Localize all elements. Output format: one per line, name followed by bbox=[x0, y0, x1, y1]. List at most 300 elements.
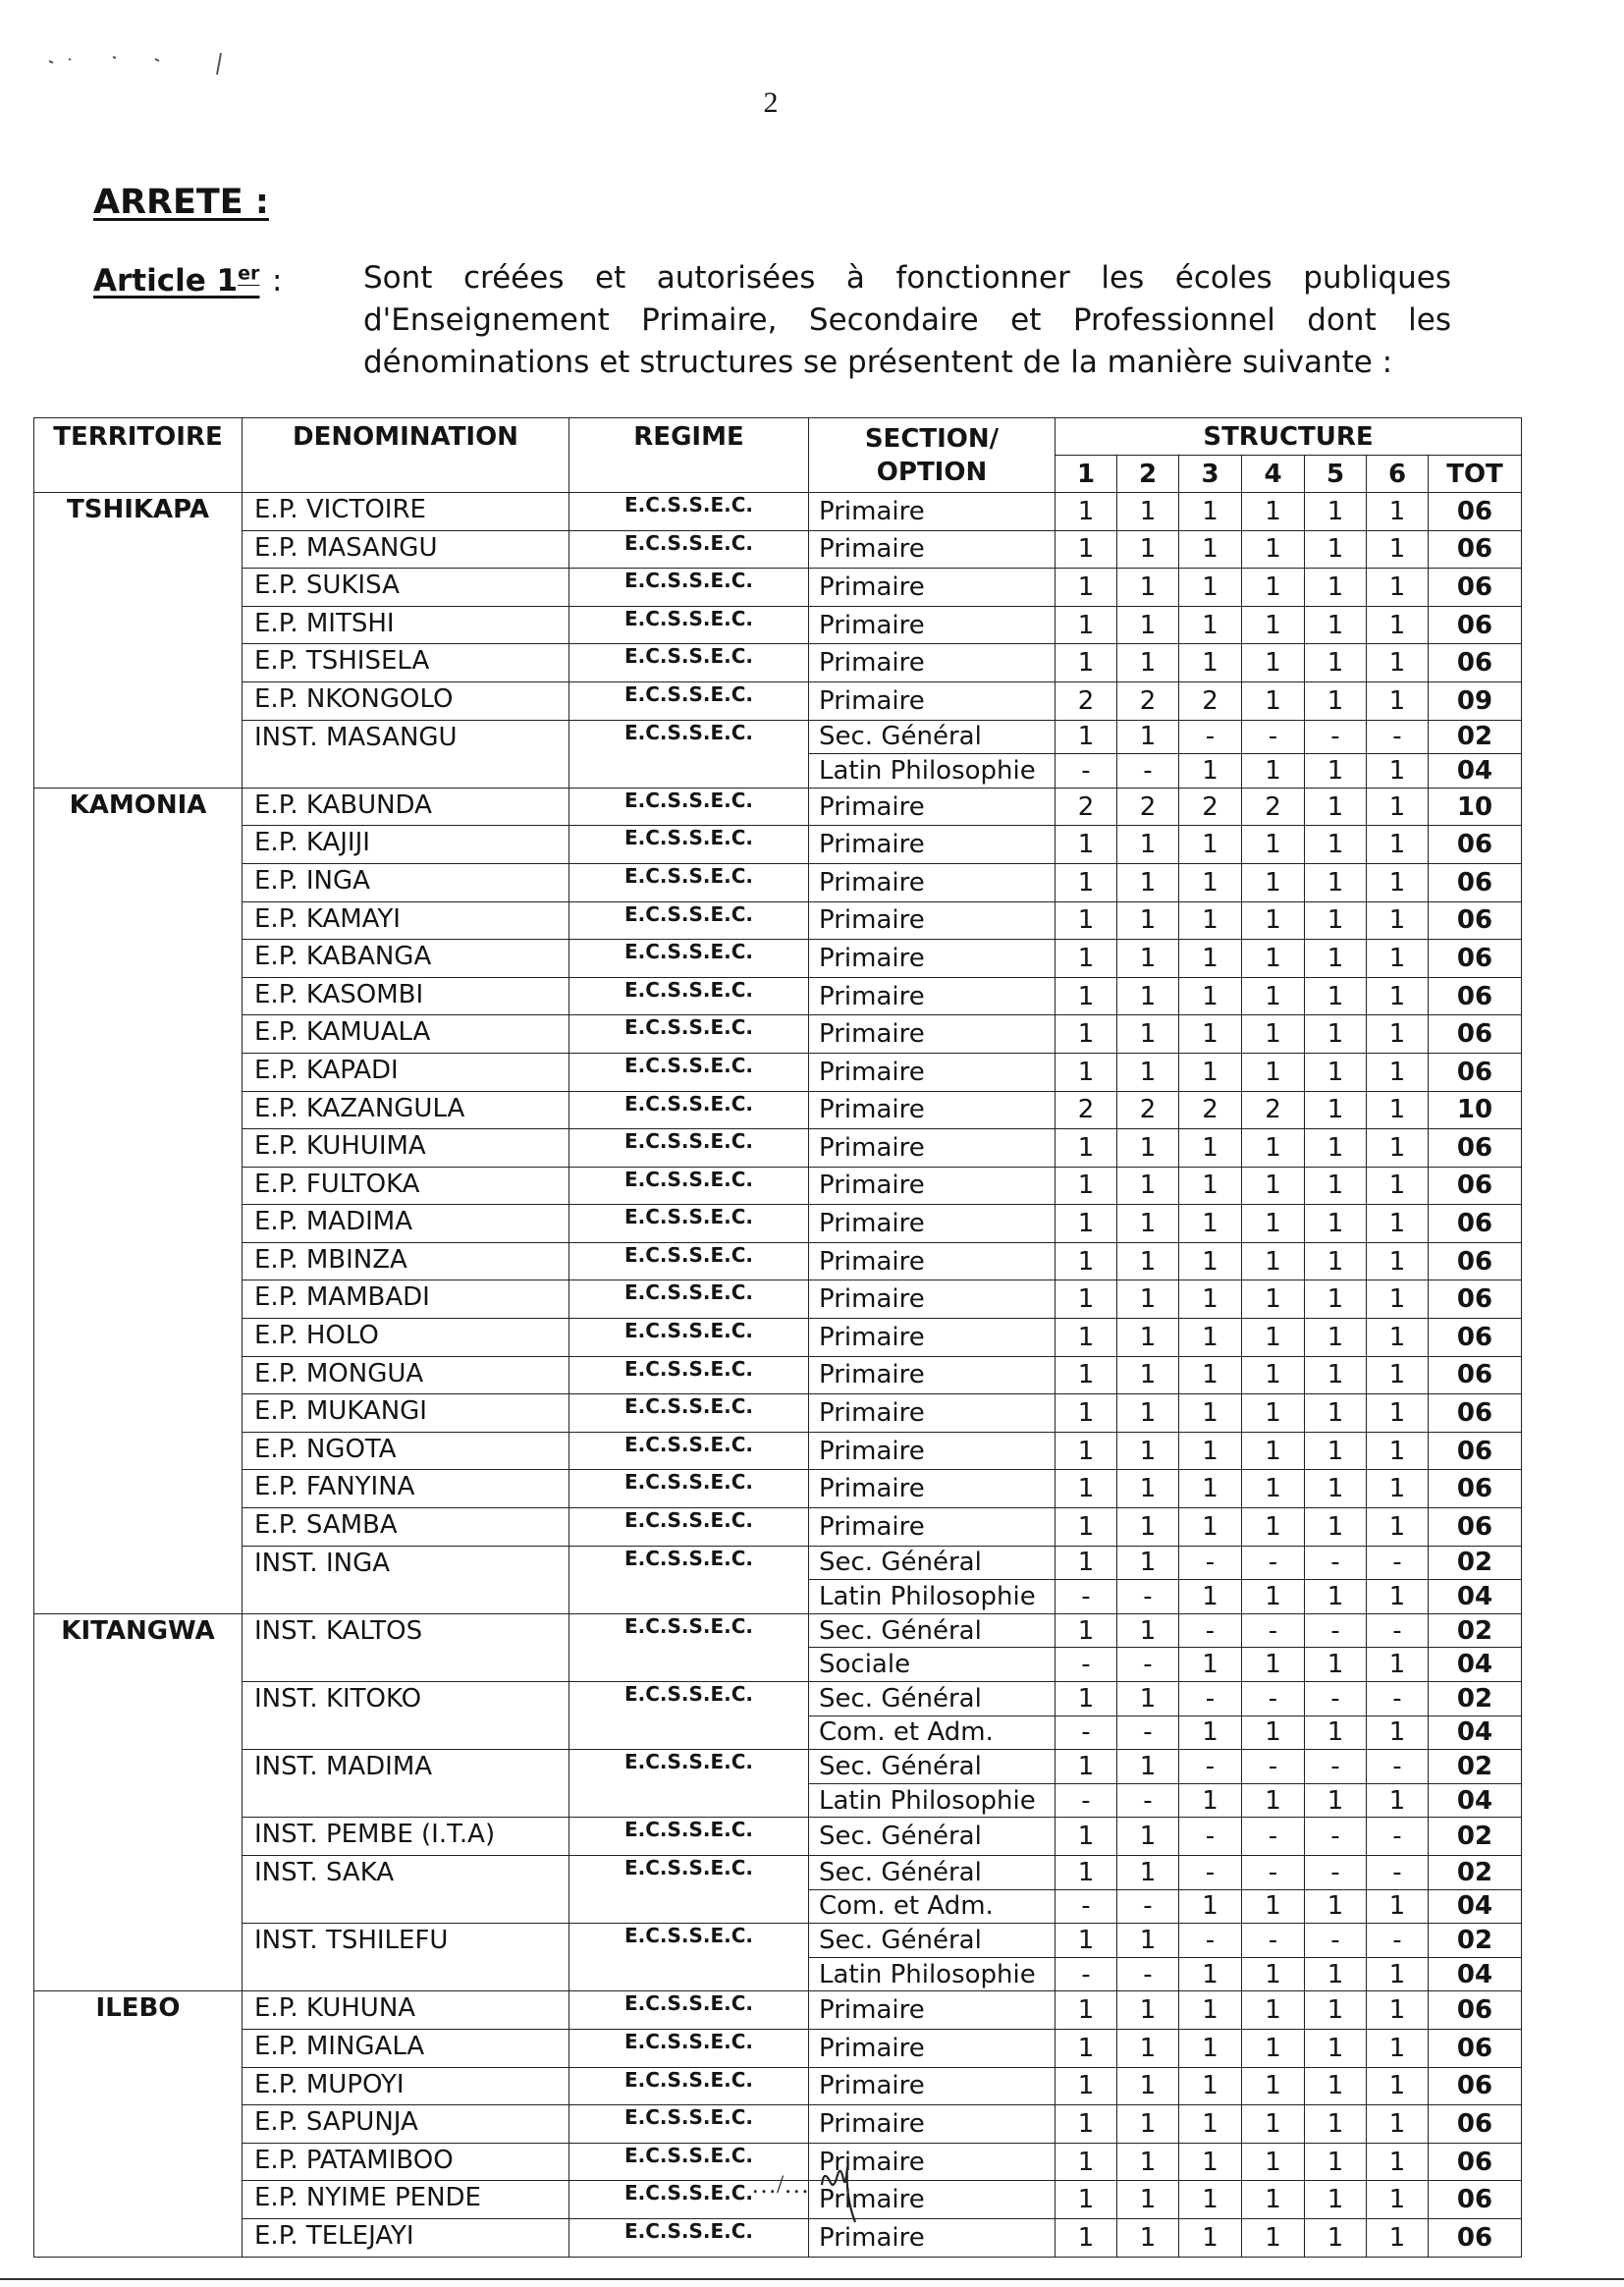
level-1-value: 1 bbox=[1056, 2143, 1117, 2181]
level-3-value: 1 bbox=[1179, 530, 1242, 569]
level-5-value: - bbox=[1305, 1546, 1367, 1580]
section-option: Primaire bbox=[809, 2067, 1056, 2105]
level-4-value: 1 bbox=[1242, 977, 1305, 1015]
level-4-value: 1 bbox=[1242, 1280, 1305, 1319]
level-1-value: 1 bbox=[1056, 606, 1117, 644]
level-3-value: 1 bbox=[1179, 1508, 1242, 1547]
school-name: E.P. KASOMBI bbox=[243, 977, 569, 1015]
table-row bbox=[34, 1394, 1522, 1433]
level-2-value: - bbox=[1117, 1715, 1179, 1750]
table-row bbox=[34, 1924, 1522, 1958]
level-3-value: 2 bbox=[1179, 681, 1242, 720]
level-4-value: 1 bbox=[1242, 644, 1305, 682]
level-5-value: 1 bbox=[1305, 1356, 1367, 1394]
level-4-value: 1 bbox=[1242, 1205, 1305, 1243]
section-option: Sec. Général bbox=[809, 1924, 1056, 1958]
level-5-value: 1 bbox=[1305, 2218, 1367, 2257]
section-option: Primaire bbox=[809, 606, 1056, 644]
level-1-value: 1 bbox=[1056, 863, 1117, 901]
school-name: E.P. KABUNDA bbox=[243, 788, 569, 826]
header-level-3: 3 bbox=[1179, 456, 1242, 493]
school-regime: E.C.S.S.E.C. bbox=[569, 1167, 809, 1205]
table-row bbox=[34, 940, 1522, 978]
header-structure: STRUCTURE bbox=[1056, 418, 1522, 456]
level-3-value: - bbox=[1179, 1818, 1242, 1856]
level-5-value: 1 bbox=[1305, 1648, 1367, 1682]
header-denomination: DENOMINATION bbox=[243, 418, 569, 493]
school-regime: E.C.S.S.E.C. bbox=[569, 681, 809, 720]
level-5-value: 1 bbox=[1305, 530, 1367, 569]
total-value: 06 bbox=[1429, 2105, 1522, 2144]
level-3-value: 1 bbox=[1179, 940, 1242, 978]
level-3-value: 1 bbox=[1179, 1280, 1242, 1319]
level-3-value: 1 bbox=[1179, 569, 1242, 607]
school-regime: E.C.S.S.E.C. bbox=[569, 1682, 809, 1750]
level-5-value: 1 bbox=[1305, 1783, 1367, 1818]
level-2-value: 1 bbox=[1117, 1508, 1179, 1547]
section-option: Sec. Général bbox=[809, 1855, 1056, 1889]
level-3-value: - bbox=[1179, 720, 1242, 754]
level-1-value: 1 bbox=[1056, 2181, 1117, 2219]
level-6-value: 1 bbox=[1367, 940, 1429, 978]
level-6-value: 1 bbox=[1367, 1356, 1429, 1394]
continuation-text: …/… bbox=[751, 2170, 810, 2199]
table-row bbox=[34, 720, 1522, 754]
school-regime: E.C.S.S.E.C. bbox=[569, 2067, 809, 2105]
school-name: E.P. INGA bbox=[243, 863, 569, 901]
section-option: Primaire bbox=[809, 1356, 1056, 1394]
school-regime: E.C.S.S.E.C. bbox=[569, 2181, 809, 2219]
level-2-value: 1 bbox=[1117, 1394, 1179, 1433]
level-4-value: - bbox=[1242, 1818, 1305, 1856]
school-regime: E.C.S.S.E.C. bbox=[569, 1613, 809, 1681]
level-2-value: 1 bbox=[1117, 1991, 1179, 2030]
section-option: Primaire bbox=[809, 1053, 1056, 1091]
total-value: 06 bbox=[1429, 2143, 1522, 2181]
level-1-value: 1 bbox=[1056, 1015, 1117, 1054]
level-3-value: 1 bbox=[1179, 1015, 1242, 1054]
level-1-value: 1 bbox=[1056, 1242, 1117, 1280]
level-1-value: 1 bbox=[1056, 1991, 1117, 2030]
total-value: 06 bbox=[1429, 1470, 1522, 1508]
school-regime: E.C.S.S.E.C. bbox=[569, 1750, 809, 1818]
total-value: 06 bbox=[1429, 826, 1522, 864]
level-3-value: 1 bbox=[1179, 1991, 1242, 2030]
school-name: E.P. PATAMIBOO bbox=[243, 2143, 569, 2181]
article-label-text: Article 1 bbox=[93, 263, 239, 299]
level-2-value: - bbox=[1117, 1580, 1179, 1614]
school-regime: E.C.S.S.E.C. bbox=[569, 2105, 809, 2144]
level-5-value: 1 bbox=[1305, 1280, 1367, 1319]
level-5-value: 1 bbox=[1305, 2143, 1367, 2181]
level-4-value: 1 bbox=[1242, 1129, 1305, 1168]
level-1-value: 1 bbox=[1056, 901, 1117, 940]
level-4-value: 1 bbox=[1242, 1015, 1305, 1054]
level-4-value: - bbox=[1242, 1855, 1305, 1889]
school-name: E.P. SAMBA bbox=[243, 1508, 569, 1547]
school-name: E.P. SAPUNJA bbox=[243, 2105, 569, 2144]
level-6-value: 1 bbox=[1367, 1319, 1429, 1357]
school-regime: E.C.S.S.E.C. bbox=[569, 977, 809, 1015]
school-name: E.P. MADIMA bbox=[243, 1205, 569, 1243]
level-1-value: 1 bbox=[1056, 1818, 1117, 1856]
level-3-value: 1 bbox=[1179, 1889, 1242, 1924]
section-option: Primaire bbox=[809, 901, 1056, 940]
total-value: 04 bbox=[1429, 754, 1522, 789]
level-5-value: 1 bbox=[1305, 606, 1367, 644]
level-3-value: 1 bbox=[1179, 1470, 1242, 1508]
territory-cell: KITANGWA bbox=[34, 1613, 243, 1991]
table-row bbox=[34, 606, 1522, 644]
school-name: E.P. VICTOIRE bbox=[243, 493, 569, 531]
level-6-value: - bbox=[1367, 720, 1429, 754]
total-value: 06 bbox=[1429, 493, 1522, 531]
level-1-value: - bbox=[1056, 1580, 1117, 1614]
level-3-value: 1 bbox=[1179, 901, 1242, 940]
total-value: 06 bbox=[1429, 1053, 1522, 1091]
school-name: E.P. FULTOKA bbox=[243, 1167, 569, 1205]
level-2-value: 1 bbox=[1117, 1924, 1179, 1958]
level-4-value: 1 bbox=[1242, 2105, 1305, 2144]
table-row bbox=[34, 1855, 1522, 1889]
total-value: 06 bbox=[1429, 569, 1522, 607]
section-option: Primaire bbox=[809, 530, 1056, 569]
level-3-value: 1 bbox=[1179, 1715, 1242, 1750]
page-heading: ARRETE : bbox=[93, 183, 269, 222]
level-5-value: 1 bbox=[1305, 1580, 1367, 1614]
territory-cell: ILEBO bbox=[34, 1991, 243, 2257]
total-value: 10 bbox=[1429, 788, 1522, 826]
level-3-value: 1 bbox=[1179, 1356, 1242, 1394]
level-5-value: 1 bbox=[1305, 754, 1367, 789]
territory-cell: TSHIKAPA bbox=[34, 493, 243, 789]
level-1-value: 1 bbox=[1056, 1319, 1117, 1357]
table-row bbox=[34, 1015, 1522, 1054]
level-5-value: - bbox=[1305, 1924, 1367, 1958]
level-5-value: - bbox=[1305, 1855, 1367, 1889]
level-3-value: 1 bbox=[1179, 1957, 1242, 1991]
level-4-value: 1 bbox=[1242, 1957, 1305, 1991]
total-value: 06 bbox=[1429, 1280, 1522, 1319]
level-5-value: 1 bbox=[1305, 2029, 1367, 2067]
level-5-value: 1 bbox=[1305, 1129, 1367, 1168]
level-3-value: 1 bbox=[1179, 2105, 1242, 2144]
level-2-value: 1 bbox=[1117, 1242, 1179, 1280]
level-6-value: 1 bbox=[1367, 1015, 1429, 1054]
level-6-value: 1 bbox=[1367, 1580, 1429, 1614]
level-6-value: 1 bbox=[1367, 1783, 1429, 1818]
article-label bbox=[93, 263, 283, 299]
section-option: Primaire bbox=[809, 940, 1056, 978]
school-name: INST. TSHILEFU bbox=[243, 1924, 569, 1991]
level-2-value: 1 bbox=[1117, 1319, 1179, 1357]
initials-scribble bbox=[822, 2167, 855, 2222]
level-5-value: 1 bbox=[1305, 1091, 1367, 1129]
school-regime: E.C.S.S.E.C. bbox=[569, 901, 809, 940]
section-option: Com. et Adm. bbox=[809, 1889, 1056, 1924]
table-row bbox=[34, 1053, 1522, 1091]
school-regime: E.C.S.S.E.C. bbox=[569, 826, 809, 864]
school-name: E.P. KAZANGULA bbox=[243, 1091, 569, 1129]
level-1-value: 1 bbox=[1056, 1205, 1117, 1243]
table-row bbox=[34, 1432, 1522, 1470]
total-value: 06 bbox=[1429, 940, 1522, 978]
continuation-mark bbox=[751, 2146, 879, 2234]
level-3-value: 1 bbox=[1179, 1205, 1242, 1243]
level-1-value: 2 bbox=[1056, 1091, 1117, 1129]
level-4-value: 1 bbox=[1242, 1470, 1305, 1508]
level-3-value: - bbox=[1179, 1613, 1242, 1648]
level-3-value: 2 bbox=[1179, 1091, 1242, 1129]
school-regime: E.C.S.S.E.C. bbox=[569, 1855, 809, 1923]
table-row bbox=[34, 2105, 1522, 2144]
total-value: 06 bbox=[1429, 1356, 1522, 1394]
section-option: Latin Philosophie bbox=[809, 1580, 1056, 1614]
level-5-value: 1 bbox=[1305, 901, 1367, 940]
school-name: E.P. KAPADI bbox=[243, 1053, 569, 1091]
table-row bbox=[34, 977, 1522, 1015]
table-row bbox=[34, 901, 1522, 940]
total-value: 04 bbox=[1429, 1957, 1522, 1991]
section-option: Primaire bbox=[809, 2181, 1056, 2219]
school-regime: E.C.S.S.E.C. bbox=[569, 2029, 809, 2067]
level-6-value: 1 bbox=[1367, 863, 1429, 901]
header-level-5: 5 bbox=[1305, 456, 1367, 493]
level-1-value: 1 bbox=[1056, 1053, 1117, 1091]
school-regime: E.C.S.S.E.C. bbox=[569, 1280, 809, 1319]
section-option: Primaire bbox=[809, 863, 1056, 901]
level-4-value: 1 bbox=[1242, 530, 1305, 569]
level-3-value: 1 bbox=[1179, 826, 1242, 864]
section-option: Sec. Général bbox=[809, 1613, 1056, 1648]
level-3-value: 1 bbox=[1179, 977, 1242, 1015]
level-4-value: 1 bbox=[1242, 1432, 1305, 1470]
school-name: E.P. KAJIJI bbox=[243, 826, 569, 864]
school-regime: E.C.S.S.E.C. bbox=[569, 1508, 809, 1547]
level-5-value: 1 bbox=[1305, 1470, 1367, 1508]
level-2-value: 1 bbox=[1117, 1129, 1179, 1168]
school-regime: E.C.S.S.E.C. bbox=[569, 1924, 809, 1991]
total-value: 04 bbox=[1429, 1580, 1522, 1614]
section-option: Primaire bbox=[809, 681, 1056, 720]
level-6-value: 1 bbox=[1367, 1991, 1429, 2030]
level-4-value: 1 bbox=[1242, 940, 1305, 978]
level-2-value: - bbox=[1117, 1783, 1179, 1818]
level-6-value: 1 bbox=[1367, 1091, 1429, 1129]
level-1-value: 1 bbox=[1056, 1432, 1117, 1470]
total-value: 06 bbox=[1429, 2029, 1522, 2067]
table-row bbox=[34, 1356, 1522, 1394]
total-value: 06 bbox=[1429, 644, 1522, 682]
schools-table bbox=[33, 417, 1522, 2258]
page-number: 2 bbox=[763, 86, 779, 119]
level-2-value: 1 bbox=[1117, 1167, 1179, 1205]
table-row bbox=[34, 1546, 1522, 1580]
level-2-value: 1 bbox=[1117, 2029, 1179, 2067]
level-1-value: 1 bbox=[1056, 977, 1117, 1015]
level-6-value: 1 bbox=[1367, 2067, 1429, 2105]
total-value: 06 bbox=[1429, 2067, 1522, 2105]
level-4-value: 1 bbox=[1242, 826, 1305, 864]
level-1-value: - bbox=[1056, 1715, 1117, 1750]
section-option: Primaire bbox=[809, 1091, 1056, 1129]
level-2-value: 1 bbox=[1117, 2067, 1179, 2105]
level-1-value: 1 bbox=[1056, 720, 1117, 754]
level-6-value: 1 bbox=[1367, 569, 1429, 607]
level-5-value: 1 bbox=[1305, 1432, 1367, 1470]
school-name: E.P. MUPOYI bbox=[243, 2067, 569, 2105]
level-1-value: 1 bbox=[1056, 1280, 1117, 1319]
level-6-value: 1 bbox=[1367, 1394, 1429, 1433]
school-name: E.P. TSHISELA bbox=[243, 644, 569, 682]
section-option: Primaire bbox=[809, 1129, 1056, 1168]
total-value: 02 bbox=[1429, 1682, 1522, 1716]
level-5-value: 1 bbox=[1305, 977, 1367, 1015]
level-1-value: 1 bbox=[1056, 530, 1117, 569]
section-option: Primaire bbox=[809, 826, 1056, 864]
header-total: TOT bbox=[1429, 456, 1522, 493]
level-3-value: 1 bbox=[1179, 1319, 1242, 1357]
level-4-value: 1 bbox=[1242, 1356, 1305, 1394]
level-5-value: 1 bbox=[1305, 2105, 1367, 2144]
section-option: Primaire bbox=[809, 1205, 1056, 1243]
level-2-value: 2 bbox=[1117, 1091, 1179, 1129]
level-3-value: 1 bbox=[1179, 2067, 1242, 2105]
level-2-value: 1 bbox=[1117, 826, 1179, 864]
section-option: Sociale bbox=[809, 1648, 1056, 1682]
level-1-value: 1 bbox=[1056, 1167, 1117, 1205]
school-regime: E.C.S.S.E.C. bbox=[569, 493, 809, 531]
section-option: Primaire bbox=[809, 1508, 1056, 1547]
level-1-value: 1 bbox=[1056, 2029, 1117, 2067]
total-value: 06 bbox=[1429, 1242, 1522, 1280]
school-name: E.P. MASANGU bbox=[243, 530, 569, 569]
level-2-value: 1 bbox=[1117, 720, 1179, 754]
level-5-value: 1 bbox=[1305, 1508, 1367, 1547]
level-2-value: 1 bbox=[1117, 606, 1179, 644]
level-4-value: 1 bbox=[1242, 1242, 1305, 1280]
level-4-value: 1 bbox=[1242, 606, 1305, 644]
section-option: Primaire bbox=[809, 1242, 1056, 1280]
total-value: 06 bbox=[1429, 977, 1522, 1015]
school-regime: E.C.S.S.E.C. bbox=[569, 530, 809, 569]
total-value: 06 bbox=[1429, 1991, 1522, 2030]
total-value: 06 bbox=[1429, 863, 1522, 901]
level-2-value: 1 bbox=[1117, 1546, 1179, 1580]
level-5-value: 1 bbox=[1305, 493, 1367, 531]
total-value: 02 bbox=[1429, 1924, 1522, 1958]
level-5-value: 1 bbox=[1305, 681, 1367, 720]
level-3-value: 1 bbox=[1179, 1129, 1242, 1168]
level-6-value: 1 bbox=[1367, 901, 1429, 940]
school-regime: E.C.S.S.E.C. bbox=[569, 606, 809, 644]
level-3-value: 1 bbox=[1179, 863, 1242, 901]
level-1-value: - bbox=[1056, 1648, 1117, 1682]
level-1-value: 1 bbox=[1056, 1470, 1117, 1508]
level-3-value: - bbox=[1179, 1546, 1242, 1580]
level-2-value: 1 bbox=[1117, 1613, 1179, 1648]
level-3-value: - bbox=[1179, 1855, 1242, 1889]
level-1-value: 1 bbox=[1056, 1750, 1117, 1784]
level-1-value: 1 bbox=[1056, 826, 1117, 864]
level-4-value: 1 bbox=[1242, 1991, 1305, 2030]
level-1-value: - bbox=[1056, 1957, 1117, 1991]
school-name: E.P. NKONGOLO bbox=[243, 681, 569, 720]
school-name: E.P. NYIME PENDE bbox=[243, 2181, 569, 2219]
level-6-value: 1 bbox=[1367, 1470, 1429, 1508]
level-6-value: 1 bbox=[1367, 1242, 1429, 1280]
school-name: E.P. KAMUALA bbox=[243, 1015, 569, 1054]
school-regime: E.C.S.S.E.C. bbox=[569, 2143, 809, 2181]
school-regime: E.C.S.S.E.C. bbox=[569, 1991, 809, 2030]
total-value: 06 bbox=[1429, 530, 1522, 569]
level-6-value: 1 bbox=[1367, 1129, 1429, 1168]
level-2-value: 2 bbox=[1117, 681, 1179, 720]
level-6-value: 1 bbox=[1367, 754, 1429, 789]
header-level-2: 2 bbox=[1117, 456, 1179, 493]
school-name: E.P. MONGUA bbox=[243, 1356, 569, 1394]
level-4-value: - bbox=[1242, 1750, 1305, 1784]
level-4-value: 1 bbox=[1242, 901, 1305, 940]
level-2-value: 1 bbox=[1117, 530, 1179, 569]
level-2-value: 1 bbox=[1117, 493, 1179, 531]
level-6-value: - bbox=[1367, 1855, 1429, 1889]
total-value: 02 bbox=[1429, 1750, 1522, 1784]
school-name: E.P. KUHUNA bbox=[243, 1991, 569, 2030]
level-6-value: - bbox=[1367, 1924, 1429, 1958]
level-4-value: 2 bbox=[1242, 1091, 1305, 1129]
table-row bbox=[34, 1613, 1522, 1648]
section-option: Primaire bbox=[809, 1432, 1056, 1470]
school-name: E.P. FANYINA bbox=[243, 1470, 569, 1508]
table-row bbox=[34, 644, 1522, 682]
level-3-value: - bbox=[1179, 1924, 1242, 1958]
total-value: 02 bbox=[1429, 720, 1522, 754]
level-4-value: 1 bbox=[1242, 1508, 1305, 1547]
header-section: SECTION/ bbox=[864, 423, 1000, 454]
section-option: Latin Philosophie bbox=[809, 754, 1056, 789]
level-3-value: 1 bbox=[1179, 606, 1242, 644]
level-2-value: 1 bbox=[1117, 644, 1179, 682]
level-6-value: 1 bbox=[1367, 2105, 1429, 2144]
level-5-value: - bbox=[1305, 1682, 1367, 1716]
school-name: E.P. KUHUIMA bbox=[243, 1129, 569, 1168]
section-option: Primaire bbox=[809, 788, 1056, 826]
level-2-value: 1 bbox=[1117, 1470, 1179, 1508]
school-regime: E.C.S.S.E.C. bbox=[569, 788, 809, 826]
level-3-value: 1 bbox=[1179, 2029, 1242, 2067]
level-1-value: 2 bbox=[1056, 681, 1117, 720]
level-6-value: 1 bbox=[1367, 1508, 1429, 1547]
school-name: E.P. KAMAYI bbox=[243, 901, 569, 940]
header-level-1: 1 bbox=[1056, 456, 1117, 493]
table-row bbox=[34, 1205, 1522, 1243]
section-option: Sec. Général bbox=[809, 1546, 1056, 1580]
school-regime: E.C.S.S.E.C. bbox=[569, 863, 809, 901]
table-row bbox=[34, 1470, 1522, 1508]
level-1-value: - bbox=[1056, 1783, 1117, 1818]
level-1-value: 1 bbox=[1056, 1394, 1117, 1433]
total-value: 04 bbox=[1429, 1715, 1522, 1750]
table-body bbox=[34, 493, 1522, 2258]
level-2-value: 1 bbox=[1117, 1205, 1179, 1243]
level-3-value: 1 bbox=[1179, 1167, 1242, 1205]
level-2-value: 1 bbox=[1117, 1682, 1179, 1716]
level-3-value: 1 bbox=[1179, 754, 1242, 789]
level-6-value: 1 bbox=[1367, 1053, 1429, 1091]
level-6-value: 1 bbox=[1367, 644, 1429, 682]
school-name: E.P. MBINZA bbox=[243, 1242, 569, 1280]
